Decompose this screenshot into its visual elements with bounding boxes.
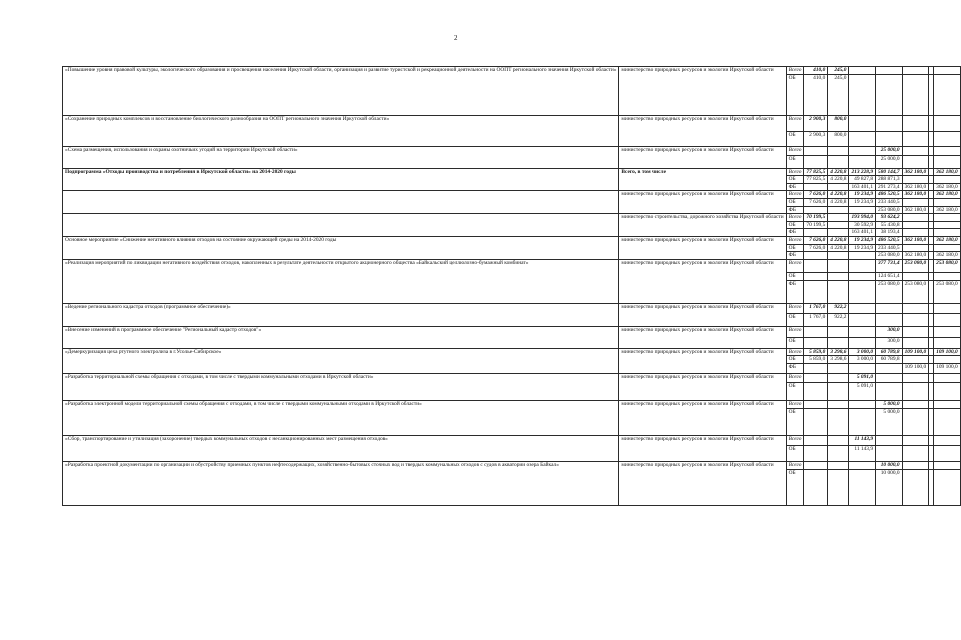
funding-source-cell: ФБ [786,363,804,373]
value-cell [828,155,849,168]
funding-source-cell: ОБ [786,155,804,168]
value-cell [902,131,929,146]
value-cell: 163 401,1 [849,183,876,191]
table-row [63,435,961,445]
value-cell [902,214,929,222]
program-name-cell: «Сбор, транспортирование и утилизация (захоронение) твердых коммунальных отходов с несанкционированных мест размещения отходов» [63,435,619,461]
value-cell [828,400,849,408]
value-cell: 362 180,0 [902,191,929,199]
funding-source-cell: ФБ [786,280,804,303]
funding-source-cell: Всего [786,373,804,382]
value-cell [804,461,828,469]
value-cell: 4 220,8 [828,176,849,184]
value-cell [934,221,961,229]
value-cell [934,67,961,75]
value-cell: 4 220,8 [828,168,849,176]
value-cell [804,337,828,348]
funding-source-cell: Всего [786,67,804,75]
responsible-cell: министерство природных ресурсов и экологии Иркутской области [619,461,786,505]
program-name-cell: «Схема размещения, использования и охраны охотничьих угодий на территории Иркутской области» [63,146,619,168]
value-cell [804,469,828,505]
responsible-cell: министерство природных ресурсов и экологии Иркутской области [619,303,786,326]
value-cell: 93 624,2 [876,214,903,222]
responsible-cell: министерство природных ресурсов и экологии Иркутской области [619,348,786,373]
funding-source-cell: ОБ [786,74,804,115]
value-cell [876,131,903,146]
value-cell: 300,0 [876,326,903,337]
value-cell: 163 401,1 [849,229,876,237]
value-cell: 5 859,0 [804,356,828,364]
value-cell: 253 080,0 [876,252,903,260]
value-cell [934,131,961,146]
value-cell: 362 180,0 [902,168,929,176]
value-cell: 233 440,5 [876,244,903,252]
table-row [63,115,961,131]
value-cell: 253 080,0 [902,259,929,272]
value-cell: 3 298,6 [828,348,849,356]
value-cell [934,303,961,313]
value-cell [804,272,828,280]
funding-source-cell: ФБ [786,229,804,237]
funding-source-cell: Всего [786,435,804,445]
table-row [63,303,961,313]
value-cell: 109 100,0 [934,348,961,356]
value-cell [828,382,849,400]
value-cell [934,326,961,337]
value-cell [828,461,849,469]
value-cell: 253 080,0 [934,280,961,303]
value-cell: 25 000,0 [876,146,903,155]
value-cell [849,408,876,435]
value-cell [804,382,828,400]
value-cell: 4 220,8 [828,236,849,244]
value-cell [934,313,961,326]
value-cell [934,435,961,445]
responsible-cell: Всего, в том числе [619,168,786,191]
program-name-cell: «Реализация мероприятий по ликвидации негативного воздействия отходов, накопленных в результате деятельности открытого акционерного общества «Байкальский целлюлозно-бумажный комбинат» [63,259,619,303]
value-cell [902,400,929,408]
value-cell [876,115,903,131]
value-cell: 7 626,0 [804,198,828,206]
value-cell: 109 100,0 [934,363,961,373]
value-cell [876,313,903,326]
value-cell: 77 825,5 [804,168,828,176]
value-cell: 55 430,8 [876,221,903,229]
value-cell [828,229,849,237]
value-cell: 109 100,0 [902,363,929,373]
value-cell [849,272,876,280]
page-number: 2 [454,34,458,42]
value-cell [849,115,876,131]
value-cell [849,252,876,260]
program-name-cell [63,214,619,237]
funding-source-cell: Всего [786,146,804,155]
funding-source-cell: ОБ [786,272,804,280]
value-cell [902,469,929,505]
funding-source-cell: ОБ [786,337,804,348]
value-cell [902,356,929,364]
value-cell: 253 080,0 [902,280,929,303]
value-cell: 800,0 [828,131,849,146]
value-cell [902,272,929,280]
funding-source-cell: ОБ [786,408,804,435]
value-cell: 922,2 [828,313,849,326]
value-cell: 3 000,0 [849,356,876,364]
responsible-cell: министерство природных ресурсов и экологии Иркутской области [619,326,786,348]
value-cell [934,408,961,435]
funding-source-cell: Всего [786,214,804,222]
value-cell [876,67,903,75]
table-row [63,236,961,244]
funding-source-cell: ОБ [786,313,804,326]
value-cell: 70 199,5 [804,214,828,222]
value-cell: 7 626,0 [804,236,828,244]
value-cell: 109 100,0 [902,348,929,356]
value-cell [849,337,876,348]
value-cell: 5 000,0 [876,400,903,408]
responsible-cell: министерство природных ресурсов и экологии Иркутской области [619,146,786,168]
value-cell: 19 234,9 [849,191,876,199]
value-cell: 253 080,0 [876,280,903,303]
funding-source-cell: Всего [786,400,804,408]
value-cell: 253 080,0 [934,259,961,272]
value-cell [849,326,876,337]
program-name-cell: «Демеркуризация цеха ртутного электролиза в г.Усолье-Сибирское» [63,348,619,373]
responsible-cell: министерство природных ресурсов и экологии Иркутской области [619,373,786,400]
value-cell: 70 199,5 [804,221,828,229]
value-cell [876,303,903,313]
value-cell [804,408,828,435]
responsible-cell: министерство природных ресурсов и экологии Иркутской области [619,400,786,435]
funding-source-cell: ОБ [786,244,804,252]
value-cell: 25 000,0 [876,155,903,168]
value-cell [849,363,876,373]
value-cell [804,146,828,155]
value-cell: 213 228,9 [849,168,876,176]
value-cell: 362 180,0 [902,236,929,244]
program-name-cell: «Ведение регионального кадастра отходов (программное обеспечение)» [63,303,619,326]
responsible-cell: министерство природных ресурсов и экологии Иркутской области [619,259,786,303]
table-row [63,326,961,337]
value-cell: 60 789,8 [876,356,903,364]
value-cell [828,221,849,229]
value-cell [828,363,849,373]
program-name-cell: Подпрограмма «Отходы производства и потребления в Иркутской области» на 2014-2020 годы [63,168,619,191]
value-cell: 19 234,9 [849,236,876,244]
funding-source-cell: Всего [786,191,804,199]
value-cell: 19 234,9 [849,198,876,206]
value-cell [876,363,903,373]
value-cell: 362 180,0 [902,252,929,260]
value-cell: 77 825,5 [804,176,828,184]
value-cell [828,183,849,191]
value-cell [804,155,828,168]
value-cell: 245,0 [828,74,849,115]
value-cell [934,400,961,408]
value-cell [828,146,849,155]
value-cell [804,259,828,272]
value-cell [876,445,903,461]
value-cell: 362 180,0 [934,191,961,199]
value-cell: 2 900,3 [804,131,828,146]
value-cell: 410,0 [804,74,828,115]
value-cell: 30 592,9 [849,221,876,229]
responsible-cell: министерство природных ресурсов и экологии Иркутской области [619,115,786,146]
value-cell [828,214,849,222]
value-cell [804,435,828,445]
value-cell: 362 180,0 [902,183,929,191]
value-cell: 3 298,6 [828,356,849,364]
value-cell [804,326,828,337]
value-cell: 7 626,0 [804,191,828,199]
value-cell: 233 440,5 [876,198,903,206]
value-cell [934,445,961,461]
responsible-cell: министерство природных ресурсов и экологии Иркутской области [619,435,786,461]
value-cell: 5 091,0 [849,382,876,400]
value-cell [934,461,961,469]
table-row [63,168,961,176]
value-cell: 1 767,0 [804,303,828,313]
table-row [63,461,961,469]
funding-source-cell: ОБ [786,356,804,364]
value-cell [849,400,876,408]
value-cell: 486 520,5 [876,191,903,199]
value-cell [849,259,876,272]
value-cell: 11 143,9 [849,435,876,445]
value-cell: 245,0 [828,67,849,75]
value-cell [804,373,828,382]
funding-source-cell: Всего [786,461,804,469]
funding-source-cell: ОБ [786,445,804,461]
value-cell: 486 520,5 [876,236,903,244]
value-cell [804,445,828,461]
value-cell [934,214,961,222]
value-cell: 1 767,0 [804,313,828,326]
value-cell [902,313,929,326]
funding-source-cell: Всего [786,259,804,272]
value-cell: 60 789,8 [876,348,903,356]
value-cell [849,303,876,313]
value-cell [902,445,929,461]
value-cell [849,313,876,326]
value-cell: 300,0 [876,337,903,348]
value-cell [902,382,929,400]
value-cell [934,115,961,131]
funding-source-cell: Всего [786,168,804,176]
value-cell [902,461,929,469]
value-cell [902,221,929,229]
value-cell [849,74,876,115]
value-cell [902,155,929,168]
value-cell [804,183,828,191]
value-cell: 4 220,8 [828,244,849,252]
value-cell [934,356,961,364]
value-cell: 253 080,0 [876,206,903,214]
value-cell [934,146,961,155]
value-cell [828,280,849,303]
program-name-cell: «Разработка электронной модели территориальной схемы обращения с отходами, в том числе с твердыми коммунальными отходами в Иркутской области» [63,400,619,435]
funding-source-cell: ОБ [786,176,804,184]
value-cell [902,229,929,237]
value-cell [902,337,929,348]
program-name-cell: «Внесение изменений в программное обеспечение "Региональный кадастр отходов"» [63,326,619,348]
value-cell: 362 180,0 [934,183,961,191]
value-cell [902,115,929,131]
value-cell [804,252,828,260]
value-cell: 49 827,8 [849,176,876,184]
value-cell [828,435,849,445]
value-cell [876,74,903,115]
responsible-cell: министерство природных ресурсов и экологии Иркутской области [619,191,786,214]
value-cell [804,280,828,303]
program-name-cell: «Разработка проектной документации по организации и обустройству приемных пунктов нефтесодержащих, хозяйственно-бытовых сточных вод и твердых коммунальных отходов с судов в акватории озера Байкал» [63,461,619,505]
funding-source-cell: ОБ [786,131,804,146]
table-row [63,146,961,155]
value-cell [828,408,849,435]
value-cell: 2 900,3 [804,115,828,131]
funding-source-cell: ОБ [786,198,804,206]
value-cell [934,373,961,382]
value-cell: 10 000,0 [876,461,903,469]
responsible-cell: министерство строительства, дорожного хозяйства Иркутской области [619,214,786,237]
value-cell [849,131,876,146]
funding-source-cell: Всего [786,236,804,244]
value-cell: 291 273,4 [876,183,903,191]
value-cell [828,272,849,280]
value-cell: 38 193,4 [876,229,903,237]
value-cell [849,67,876,75]
value-cell: 410,0 [804,67,828,75]
funding-source-cell: ОБ [786,221,804,229]
responsible-cell: министерство природных ресурсов и экологии Иркутской области [619,67,786,116]
program-name-cell: «Разработка территориальной схемы обращения с отходами, в том числе с твердыми коммунальными отходами в Иркутской области» [63,373,619,400]
value-cell [876,382,903,400]
budget-table [62,66,961,506]
value-cell [828,445,849,461]
funding-source-cell: ФБ [786,206,804,214]
value-cell: 124 651,4 [876,272,903,280]
funding-source-cell: Всего [786,348,804,356]
value-cell [849,155,876,168]
value-cell [804,363,828,373]
table-row [63,191,961,199]
value-cell: 10 000,0 [876,469,903,505]
funding-source-cell: Всего [786,303,804,313]
value-cell [849,469,876,505]
value-cell [849,461,876,469]
value-cell [849,206,876,214]
value-cell: 3 000,0 [849,348,876,356]
value-cell: 7 626,0 [804,244,828,252]
value-cell [902,146,929,155]
funding-source-cell: ОБ [786,469,804,505]
value-cell [849,146,876,155]
value-cell [902,373,929,382]
value-cell [934,382,961,400]
value-cell: 362 180,0 [934,252,961,260]
table-row [63,373,961,382]
value-cell: 362 180,0 [934,168,961,176]
value-cell [902,74,929,115]
value-cell: 580 144,7 [876,168,903,176]
program-name-cell: «Повышение уровня правовой культуры, экологического образования и просвещения населения Иркутской области, организация и развитие туристской и рекреационной деятельности на ООПТ регионального значения Иркутской области» [63,67,619,116]
value-cell [828,337,849,348]
value-cell [876,373,903,382]
value-cell [902,303,929,313]
value-cell: 11 143,9 [849,445,876,461]
value-cell: 193 994,0 [849,214,876,222]
value-cell [902,244,929,252]
value-cell [902,408,929,435]
value-cell: 5 000,0 [876,408,903,435]
value-cell: 4 220,8 [828,191,849,199]
program-name-cell: «Сохранение природных комплексов и восстановление биологического разнообразия на ООПТ регионального значения Иркутской области» [63,115,619,146]
value-cell [902,67,929,75]
value-cell: 5 091,0 [849,373,876,382]
value-cell [902,198,929,206]
program-name-cell: Основное мероприятие «Снижение негативного влияния отходов на состояние окружающей среды на 2014-2020 годы [63,236,619,259]
funding-source-cell: ФБ [786,183,804,191]
value-cell: 288 871,3 [876,176,903,184]
value-cell [876,435,903,445]
value-cell [934,469,961,505]
value-cell [934,337,961,348]
value-cell [828,252,849,260]
value-cell [828,326,849,337]
funding-source-cell: ФБ [786,252,804,260]
funding-source-cell: ОБ [786,382,804,400]
value-cell [828,259,849,272]
table-row [63,214,961,222]
value-cell [934,229,961,237]
value-cell [804,229,828,237]
value-cell [934,176,961,184]
table-row [63,348,961,356]
responsible-cell: министерство природных ресурсов и экологии Иркутской области [619,236,786,259]
value-cell: 922,2 [828,303,849,313]
value-cell: 19 234,9 [849,244,876,252]
value-cell [934,155,961,168]
value-cell [828,373,849,382]
value-cell [804,206,828,214]
value-cell [902,435,929,445]
value-cell [934,244,961,252]
value-cell [934,272,961,280]
value-cell [849,280,876,303]
value-cell: 5 859,0 [804,348,828,356]
value-cell [934,74,961,115]
value-cell: 377 731,4 [876,259,903,272]
table-row [63,67,961,75]
value-cell: 362 180,0 [902,206,929,214]
value-cell: 362 180,0 [934,206,961,214]
funding-source-cell: Всего [786,326,804,337]
program-name-cell [63,191,619,214]
value-cell [934,198,961,206]
value-cell [828,469,849,505]
value-cell [902,176,929,184]
value-cell [804,400,828,408]
value-cell: 362 180,0 [934,236,961,244]
value-cell: 4 220,8 [828,198,849,206]
value-cell: 800,0 [828,115,849,131]
funding-source-cell: Всего [786,115,804,131]
table-row [63,259,961,272]
value-cell [828,206,849,214]
table-row [63,400,961,408]
value-cell [902,326,929,337]
